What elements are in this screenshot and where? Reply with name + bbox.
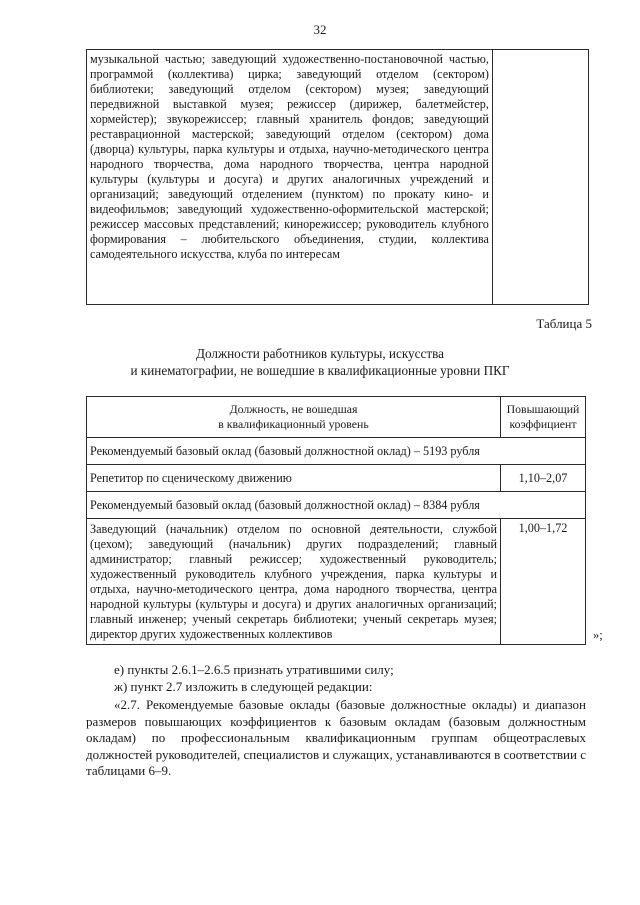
amendment-item-zh: ж) пункт 2.7 изложить в следующей редакции: xyxy=(114,679,373,694)
position-cell: Репетитор по сценическому движению xyxy=(87,465,501,492)
table-row xyxy=(87,465,586,492)
table-row xyxy=(87,50,589,305)
table-title-line-2: и кинематографии, не вошедшие в квалификационные уровни ПКГ xyxy=(130,363,510,378)
coefficient-cell: 1,10–2,07 xyxy=(501,465,586,492)
header-coef-line-1: Повышающий xyxy=(506,402,580,416)
amendment-item-e: е) пункты 2.6.1–2.6.5 признать утратившими силу; xyxy=(114,662,394,677)
header-coef-line-2: коэффициент xyxy=(509,417,577,431)
coefficient-cell: 1,00–1,72 xyxy=(501,519,586,645)
header-position-line-1: Должность, не вошедшая xyxy=(229,402,358,416)
continued-positions-cell: музыкальной частью; заведующий художественно-постановочной частью, программой (коллектива) цирка; заведующий отделом (сектором) библиотеки; заведующий отделом (сектором) музея; заведующий передвижной выставкой музея; режиссер (дирижер, балетмейстер, хормейстер); звукорежиссер; главный хранитель фондов; заведующий реставрационной мастерской; заведующий отделом (сектором) дома (дворца) культуры, парка культуры и отдыха, научно-методического центра народного творчества, дома народного творчества, центра народной культуры (культуры и досуга) и других аналогичных учреждений и организаций; заведующий отделением (пунктом) по прокату кино- и видеофильмов; заведующий художественно-оформительской мастерской; режиссер массовых представлений; кинорежиссер; руководитель клубного формирования – любительского объединения, студии, коллектива самодеятельного искусства, клуба по интересам xyxy=(87,50,493,305)
salary-row-1: Рекомендуемый базовый оклад (базовый должностной оклад) – 5193 рубля xyxy=(87,438,586,465)
paragraph-2-7-text: «2.7. Рекомендуемые базовые оклады (базовые должностные оклады) и диапазон размеров повышающих коэффициентов к базовым окладам (базовым должностным окладам) по профессиональным квалификационным группам общеотраслевых должностей руководителей, специалистов и служащих, устанавливаются в соответствии с таблицами 6–9. xyxy=(86,697,586,778)
table-row xyxy=(87,438,586,465)
table-title xyxy=(60,345,580,379)
salary-row-2: Рекомендуемый базовый оклад (базовый должностной оклад) – 8384 рубля xyxy=(87,492,586,519)
table-row xyxy=(87,519,586,645)
header-coefficient xyxy=(501,397,586,438)
closing-quote: »; xyxy=(593,628,603,642)
continued-table xyxy=(86,49,589,305)
empty-coefficient-cell xyxy=(492,50,588,305)
table-title-line-1: Должности работников культуры, искусства xyxy=(195,346,445,361)
amendment-paragraph-2-7 xyxy=(86,697,586,780)
header-position xyxy=(87,397,501,438)
table-caption: Таблица 5 xyxy=(536,316,592,331)
page-number: 32 xyxy=(313,22,327,37)
table-row xyxy=(87,492,586,519)
header-position-line-2: в квалификационный уровень xyxy=(218,417,369,431)
pkg-table xyxy=(86,396,586,645)
table-header-row xyxy=(87,397,586,438)
position-cell: Заведующий (начальник) отделом по основной деятельности, службой (цехом); заведующий (начальник) других подразделений; главный администратор; главный режиссер; художественный руководитель; художественный руководитель клубного учреждения, парка культуры и отдыха, научно-методического центра, дома народного творчества, центра народной культуры (культуры и досуга) и других аналогичных организаций; главный инженер; ученый секретарь библиотеки; ученый секретарь музея; директор других художественных коллективов xyxy=(87,519,501,645)
